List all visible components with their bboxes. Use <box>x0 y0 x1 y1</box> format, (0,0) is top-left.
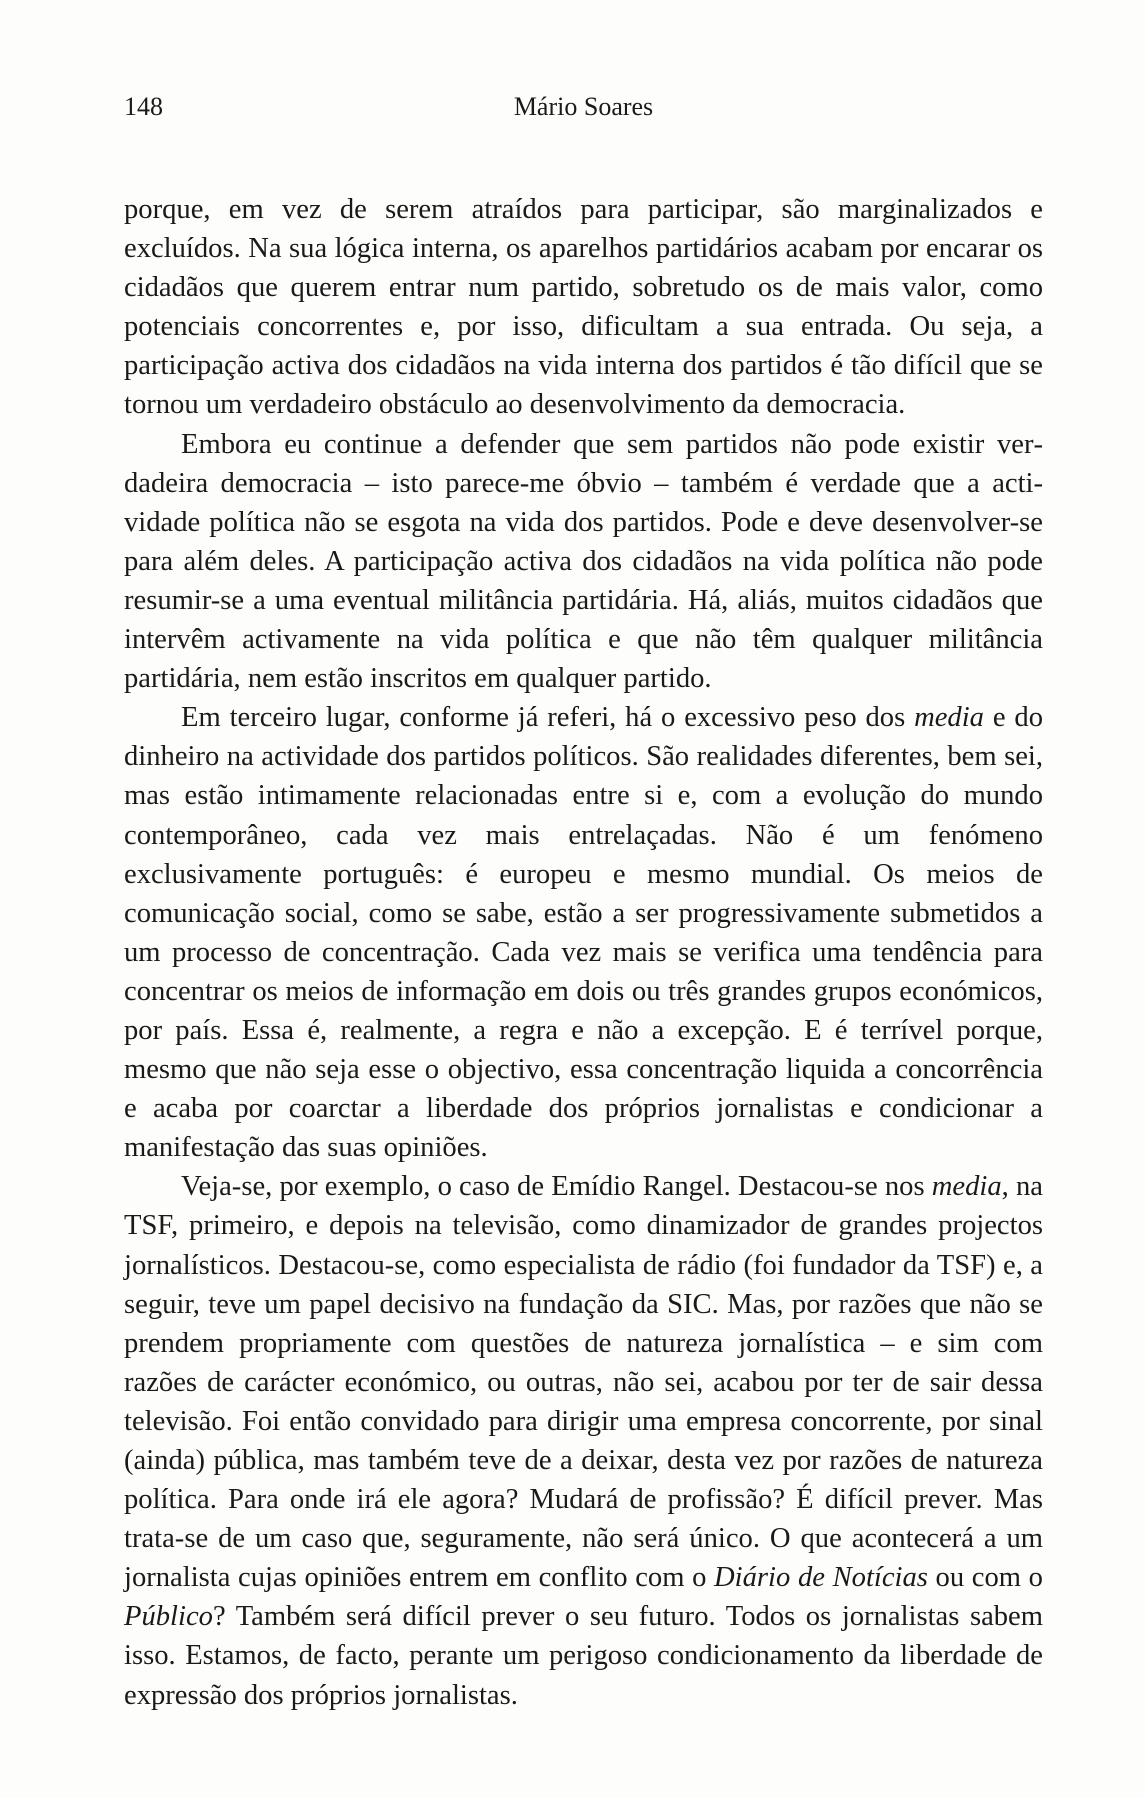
body-text <box>124 190 1043 1715</box>
running-head-title: Mário Soares <box>513 92 654 121</box>
running-head <box>124 90 1043 124</box>
paragraph <box>124 1167 1043 1714</box>
italic-text: media <box>914 702 984 734</box>
text-run: , na TSF, primeiro, e depois na televisão, como dinamizador de grandes projectos jornalísticos. Destacou-se, como especialista de rádio (foi fundador da TSF) e, a seguir, teve um papel decisivo na fundação da SIC. Mas, por razões que não se prendem propriamente com questões de natureza jornalística – e sim com razões de carácter económico, ou outras, não sei, acabou por ter de sair dessa televisão. Foi então convidado para dirigir uma empresa concorrente, por sinal (ainda) pública, mas também teve de a deixar, desta vez por razões de natureza política. Para onde irá ele agora? Mudará de profissão? É difícil prever. Mas trata-se de um caso que, seguramente, não será único. O que acontecerá a um jornalista cujas opiniões entrem em conflito com o <box>124 1171 1043 1594</box>
text-run: porque, em vez de serem atraídos para participar, são marginalizados e excluídos. Na sua lógica interna, os aparelhos partidários acabam por encarar os cidadãos que querem entrar num partido, sobretudo os de mais valor, como potenciais concorrentes e, por isso, dificultam a sua entrada. Ou seja, a participação activa dos cidadãos na vida interna dos partidos é tão difícil que se tornou um verdadeiro obstáculo ao desenvolvimento da democracia. <box>124 194 1043 421</box>
paragraph <box>124 698 1043 1167</box>
italic-text: Público <box>124 1601 213 1633</box>
paragraph <box>124 425 1043 699</box>
paragraph <box>124 190 1043 425</box>
text-run: Veja-se, por exemplo, o caso de Emídio Rangel. Destacou-se nos <box>181 1171 932 1203</box>
italic-text: Diário de Notícias <box>714 1562 928 1594</box>
text-run: Em terceiro lugar, conforme já referi, há o excessivo peso dos <box>181 702 915 734</box>
text-run: ? Também será difícil prever o seu futuro. Todos os jornalistas sabem isso. Estamos, de facto, perante um perigoso condicionamento da liberdade de expressão dos próprios jornalistas. <box>124 1601 1043 1711</box>
text-run: Embora eu continue a defender que sem partidos não pode existir verdadeira democracia – isto parece-me óbvio – também é verdade que a actividade política não se esgota na vida dos partidos. Pode e deve desenvolver-se para além deles. A participação activa dos cidadãos na vida política não pode resumir-se a uma eventual militância partidária. Há, aliás, muitos cidadãos que intervêm activamente na vida política e que não têm qualquer militância partidária, nem estão inscritos em qualquer partido. <box>124 428 1043 695</box>
italic-text: media <box>931 1171 1002 1203</box>
text-run: ou com o <box>927 1562 1043 1594</box>
page-number: 148 <box>124 92 163 121</box>
text-run: e do dinheiro na actividade dos partidos políticos. São realidades diferentes, bem sei, mas estão intimamente relacionadas entre si e, com a evolução do mundo contemporâneo, cada vez mais entrelaçadas. Não é um fenómeno exclusivamente português: é europeu e mesmo mundial. Os meios de comunicação social, como se sabe, estão a ser progressivamente submetidos a um processo de concentração. Cada vez mais se verifica uma tendência para concentrar os meios de informação em dois ou três grandes grupos económicos, por país. Essa é, realmente, a regra e não a excepção. E é terrível porque, mesmo que não seja esse o objectivo, essa concentração liquida a concorrência e acaba por coarctar a liberdade dos próprios jornalistas e condicionar a manifestação das suas opiniões. <box>124 702 1043 1164</box>
